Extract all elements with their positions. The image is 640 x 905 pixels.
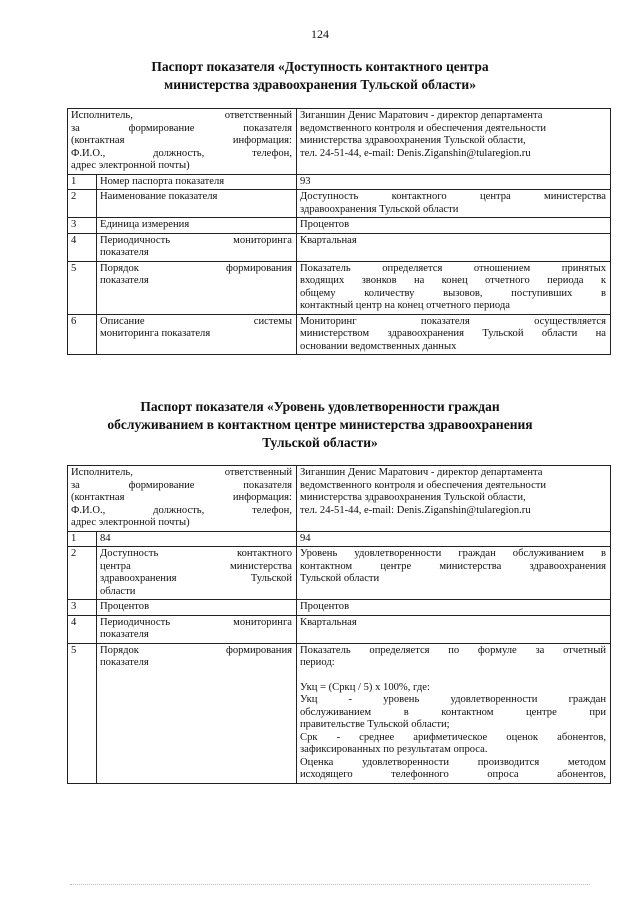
executor-value-line: ведомственного контроля и обеспечения деятельности — [300, 122, 547, 134]
row-value-line: период: — [300, 657, 335, 668]
row-label-line: Процентов — [100, 601, 150, 612]
executor-value-line: Зиганшин Денис Маратович - директор департамента — [300, 110, 543, 121]
row-value — [297, 218, 611, 234]
row-label — [97, 261, 297, 314]
row-value-line: Тульской области — [300, 573, 380, 584]
executor-value-line: тел. 24-51-44, e-mail: Denis.Ziganshin@tularegion.ru — [300, 147, 531, 159]
row-value-line: правительстве Тульской области; — [300, 719, 450, 730]
executor-label-line: Ф.И.О., должность, телефон, — [71, 504, 292, 516]
table-row — [68, 233, 611, 261]
row-value-line: входящих звонков на конец отчетного периода к — [300, 275, 606, 286]
row-value-line: 94 — [300, 532, 311, 544]
row-value-line: Квартальная — [300, 616, 357, 628]
row-value-line: контактный центр на конец отчетного периода — [300, 300, 510, 311]
row-value — [297, 531, 611, 547]
page-footer-scan-noise — [70, 884, 590, 888]
row-label-line: мониторинга показателя — [100, 328, 211, 339]
row-label-line: Описание системы — [100, 315, 292, 327]
row-value-line: Доступность контактного центра министерства — [300, 191, 606, 202]
row-number: 1 — [68, 531, 97, 547]
row-value — [297, 643, 611, 783]
row-label-line: показателя — [100, 275, 149, 286]
row-label-line: Периодичность мониторинга — [100, 234, 292, 246]
row-label-line: Наименование показателя — [100, 191, 218, 202]
section2-title-line2: обслуживанием в контактном центре министерства здравоохранения — [107, 417, 533, 432]
row-value-line: основании ведомственных данных — [300, 340, 457, 352]
row-value-line: Укц - уровень удовлетворенности граждан — [300, 694, 606, 705]
executor-value-line: тел. 24-51-44, e-mail: Denis.Ziganshin@tularegion.ru — [300, 504, 531, 516]
table-row — [68, 531, 611, 547]
section1-title-line2: министерства здравоохранения Тульской области» — [164, 77, 476, 92]
row-label — [97, 233, 297, 261]
row-label-line: здравоохранения Тульской — [100, 573, 292, 584]
row-label-line: Порядок формирования — [100, 262, 292, 274]
row-value-line: общему количеству вызовов, поступивших в — [300, 287, 606, 299]
row-number: 4 — [68, 615, 97, 643]
row-value — [297, 233, 611, 261]
section1-title — [90, 58, 550, 94]
row-number: 3 — [68, 600, 97, 616]
row-value-line: Показатель определяется отношением принятых — [300, 262, 606, 274]
executor-label-line: за формирование показателя — [71, 479, 292, 491]
row-value-line: зафиксированных по результатам опроса. — [300, 744, 488, 755]
executor-label — [68, 466, 297, 532]
section1-title-line1: Паспорт показателя «Доступность контактного центра — [151, 59, 489, 74]
executor-row — [68, 109, 611, 175]
table-row — [68, 615, 611, 643]
row-label — [97, 531, 297, 547]
row-value-line: Срк - среднее арифметическое оценок абонентов, — [300, 731, 606, 743]
row-label-line: показателя — [100, 629, 149, 640]
row-value-line: контактном центре министерства здравоохранения — [300, 560, 606, 572]
executor-label-line: Исполнитель, ответственный — [71, 110, 292, 121]
row-label-line: центра министерства — [100, 560, 292, 572]
row-value-line: Процентов — [300, 601, 350, 612]
row-value — [297, 600, 611, 616]
executor-value-line: ведомственного контроля и обеспечения деятельности — [300, 479, 547, 491]
row-value-line: Уровень удовлетворенности граждан обслуживанием в — [300, 548, 606, 559]
row-label-line: Порядок формирования — [100, 644, 292, 656]
executor-label-line: Исполнитель, ответственный — [71, 467, 292, 478]
executor-value — [297, 466, 611, 532]
row-label — [97, 174, 297, 190]
row-value-line: обслуживанием в контактном центре при — [300, 706, 606, 718]
section2-title — [80, 398, 560, 452]
row-label-line: Периодичность мониторинга — [100, 616, 292, 628]
row-value-line: Оценка удовлетворенности производится методом — [300, 756, 606, 768]
table-row — [68, 547, 611, 600]
row-label — [97, 547, 297, 600]
executor-label-line: (контактная информация: — [71, 492, 292, 503]
section2-title-line1: Паспорт показателя «Уровень удовлетворенности граждан — [140, 399, 500, 414]
executor-label — [68, 109, 297, 175]
executor-label-line: адрес электронной почты) — [71, 517, 190, 528]
executor-label-line: адрес электронной почты) — [71, 160, 190, 171]
row-label-line: Доступность контактного — [100, 548, 292, 559]
table-row — [68, 190, 611, 218]
section2-table — [67, 465, 611, 784]
executor-label-line: (контактная информация: — [71, 135, 292, 146]
row-value-line: здравоохранения Тульской области — [300, 203, 459, 215]
row-value-line: исходящего телефонного опроса абонентов, — [300, 769, 606, 780]
row-label-line: показателя — [100, 247, 149, 258]
row-value-line: 93 — [300, 175, 311, 187]
row-number: 2 — [68, 190, 97, 218]
row-label-line: 84 — [100, 532, 111, 544]
row-label-line: Единица измерения — [100, 219, 190, 230]
formula: Укц = (Сркц / 5) х 100%, где: — [300, 681, 430, 693]
row-number: 6 — [68, 314, 97, 355]
row-label-line: показателя — [100, 657, 149, 668]
executor-value — [297, 109, 611, 175]
executor-label-line: за формирование показателя — [71, 122, 292, 134]
row-value — [297, 174, 611, 190]
row-value — [297, 190, 611, 218]
row-label — [97, 615, 297, 643]
section2-title-line3: Тульской области» — [262, 435, 378, 450]
row-value-line: Процентов — [300, 219, 350, 230]
row-value-spacer — [300, 670, 606, 682]
table-row — [68, 643, 611, 783]
executor-value-line: министерства здравоохранения Тульской области, — [300, 492, 526, 503]
table-row — [68, 218, 611, 234]
row-number: 2 — [68, 547, 97, 600]
row-label-line: области — [100, 585, 136, 597]
row-number: 4 — [68, 233, 97, 261]
executor-value-line: министерства здравоохранения Тульской области, — [300, 135, 526, 146]
table-row — [68, 314, 611, 355]
table-row — [68, 174, 611, 190]
executor-value-line: Зиганшин Денис Маратович - директор департамента — [300, 467, 543, 478]
row-number: 1 — [68, 174, 97, 190]
executor-label-line: Ф.И.О., должность, телефон, — [71, 147, 292, 159]
row-value — [297, 547, 611, 600]
row-value — [297, 314, 611, 355]
row-label — [97, 600, 297, 616]
executor-row — [68, 466, 611, 532]
row-value — [297, 615, 611, 643]
table-row — [68, 600, 611, 616]
row-label — [97, 314, 297, 355]
row-value-line: Показатель определяется по формуле за отчетный — [300, 644, 606, 656]
row-number: 3 — [68, 218, 97, 234]
row-label — [97, 643, 297, 783]
row-number: 5 — [68, 643, 97, 783]
row-value-line: министерством здравоохранения Тульской области на — [300, 328, 606, 339]
page-number: 124 — [311, 27, 329, 41]
section1-table — [67, 108, 611, 355]
row-value — [297, 261, 611, 314]
row-label — [97, 218, 297, 234]
row-number: 5 — [68, 261, 97, 314]
row-value-line: Квартальная — [300, 234, 357, 246]
row-label — [97, 190, 297, 218]
row-value-line: Мониторинг показателя осуществляется — [300, 315, 606, 327]
table-row — [68, 261, 611, 314]
row-label-line: Номер паспорта показателя — [100, 175, 225, 187]
